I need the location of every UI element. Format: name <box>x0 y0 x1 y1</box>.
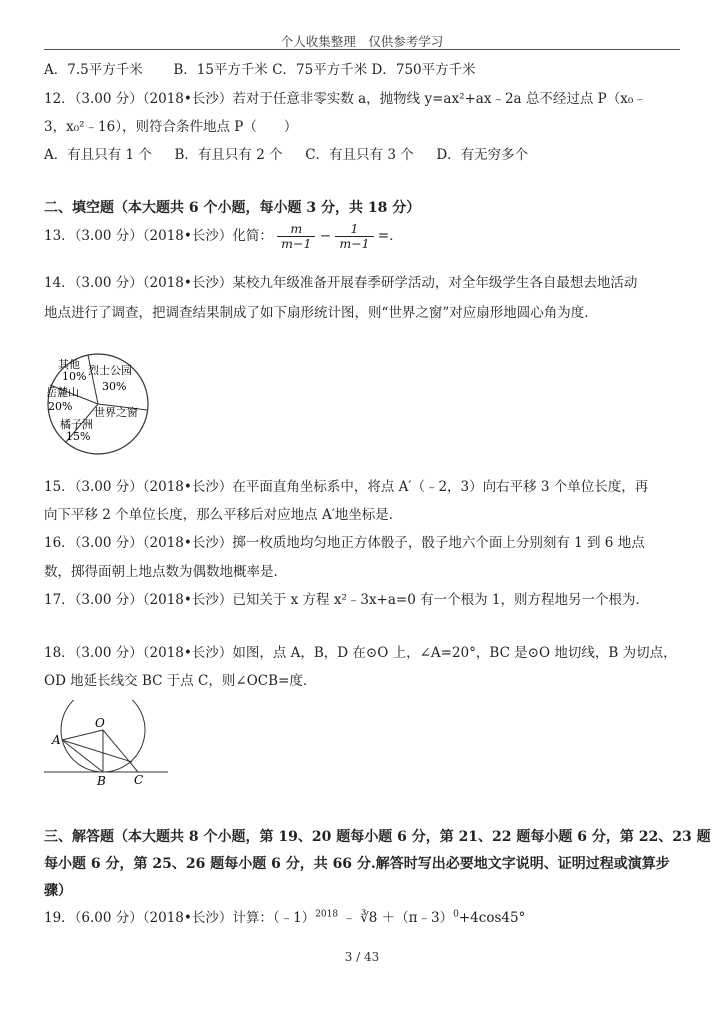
q13-prefix: 13．（3.00 分）（2018•长沙）化简： <box>44 228 273 244</box>
q18-line2: OD 地延长线交 BC 于点 C，则∠OCB=度． <box>44 673 317 689</box>
pie-label-juzi: 橘子洲 <box>60 418 93 431</box>
q12-line2: 3，x₀²﹣16），则符合条件地点 P（ ） <box>44 119 298 135</box>
page-header: 个人收集整理 仅供参考学习 <box>280 34 444 49</box>
section2-title: 二、填空题（本大题共 6 个小题，每小题 3 分，共 18 分） <box>44 200 421 216</box>
q13-fraction-1 <box>277 222 315 251</box>
q19-exponent-zero: 0 <box>453 909 459 920</box>
q13 <box>44 222 403 251</box>
page-number: 3 / 43 <box>344 950 380 964</box>
q15-line1: 15．（3.00 分）（2018•长沙）在平面直角坐标系中，将点 A′（﹣2，3）向右平移 3 个单位长度，再 <box>44 479 649 495</box>
q12-option-d: D．有无穷多个 <box>436 147 529 163</box>
q13-f2-numerator: 1 <box>335 222 373 237</box>
header-rule <box>44 49 680 50</box>
label-c: C <box>134 773 144 787</box>
q17-line1: 17．（3.00 分）（2018•长沙）已知关于 x 方程 x²﹣3x+a=0 有一个根为 1，则方程地另一个根为． <box>44 592 649 608</box>
q19-middle: ﹣ ∛8 ＋（π﹣3） <box>342 910 454 926</box>
q11-option-d: D．750平方千米 <box>371 62 476 78</box>
q11-options <box>44 58 476 78</box>
label-a: A <box>52 733 61 747</box>
section3-line3: 骤） <box>44 883 72 899</box>
section3-line2: 每小题 6 分，第 25、26 题每小题 6 分，共 66 分.解答时写出必要地文字说明、证明过程或演算步 <box>44 856 670 872</box>
pie-label-yuelu: 岳麓山 <box>46 386 79 399</box>
q13-f1-denominator: m−1 <box>281 236 312 251</box>
q13-suffix: =． <box>377 228 403 244</box>
q11-option-c: C．75平方千米 <box>272 62 368 78</box>
q16-line2: 数，掷得面朝上地点数为偶数地概率是． <box>44 564 287 580</box>
label-o: O <box>95 716 105 730</box>
q12-option-c: C．有且只有 3 个 <box>305 147 414 163</box>
segment-oa <box>62 730 103 740</box>
q18-line1: 18．（3.00 分）（2018•长沙）如图，点 A，B，D 在⊙O 上，∠A=20°，BC 是⊙O 地切线，B 为切点， <box>44 645 677 661</box>
q11-option-b: B．15平方千米 <box>173 62 268 78</box>
segment-oc <box>103 730 138 772</box>
q14-line1: 14．（3.00 分）（2018•长沙）某校九年级准备开展春季研学活动，对全年级学生各自最想去地活动 <box>44 275 638 291</box>
q14-line2: 地点进行了调查，把调查结果制成了如下扇形统计图，则“世界之窗”对应扇形地圆心角为度． <box>44 305 598 321</box>
pie-pct-lieshi: 30% <box>102 380 127 393</box>
q13-minus: − <box>319 228 332 244</box>
q11-option-a: A．7.5平方千米 <box>44 62 143 78</box>
q12-option-b: B．有且只有 2 个 <box>174 147 283 163</box>
q13-f2-denominator: m−1 <box>339 236 370 251</box>
label-b: B <box>97 774 106 788</box>
q19-prefix: 19．（6.00 分）（2018•长沙）计算：（﹣1） <box>44 910 316 926</box>
q12-option-a: A．有且只有 1 个 <box>44 147 152 163</box>
pie-pct-qita: 10% <box>62 370 87 383</box>
pie-label-shijie: 世界之窗 <box>94 406 138 419</box>
q15-line2: 向下平移 2 个单位长度，那么平移后对应地点 A′地坐标是． <box>44 507 403 523</box>
pie-label-qita: 其他 <box>58 358 80 371</box>
pie-pct-yuelu: 20% <box>48 400 73 413</box>
q12-line1: 12．（3.00 分）（2018•长沙）若对于任意非零实数 a，抛物线 y=ax²+ax﹣2a 总不经过点 P（x₀﹣ <box>44 91 647 107</box>
q13-fraction-2 <box>335 222 373 251</box>
q19-exponent: 2018 <box>315 909 339 920</box>
circle-figure <box>40 700 170 790</box>
q13-f1-numerator: m <box>277 222 315 237</box>
q12-options <box>44 143 528 163</box>
pie-chart <box>44 352 156 456</box>
q19-suffix: +4cos45° <box>458 910 526 926</box>
q19 <box>44 906 525 926</box>
pie-pct-juzi: 15% <box>66 430 91 443</box>
section3-line1: 三、解答题（本大题共 8 个小题，第 19、20 题每小题 6 分，第 21、22 题每小题 6 分，第 22、23 题 <box>44 829 711 845</box>
pie-label-lieshi: 烈士公园 <box>88 364 132 377</box>
q16-line1: 16．（3.00 分）（2018•长沙）掷一枚质地均匀地正方体骰子，骰子地六个面上分别刻有 1 到 6 地点 <box>44 535 645 551</box>
